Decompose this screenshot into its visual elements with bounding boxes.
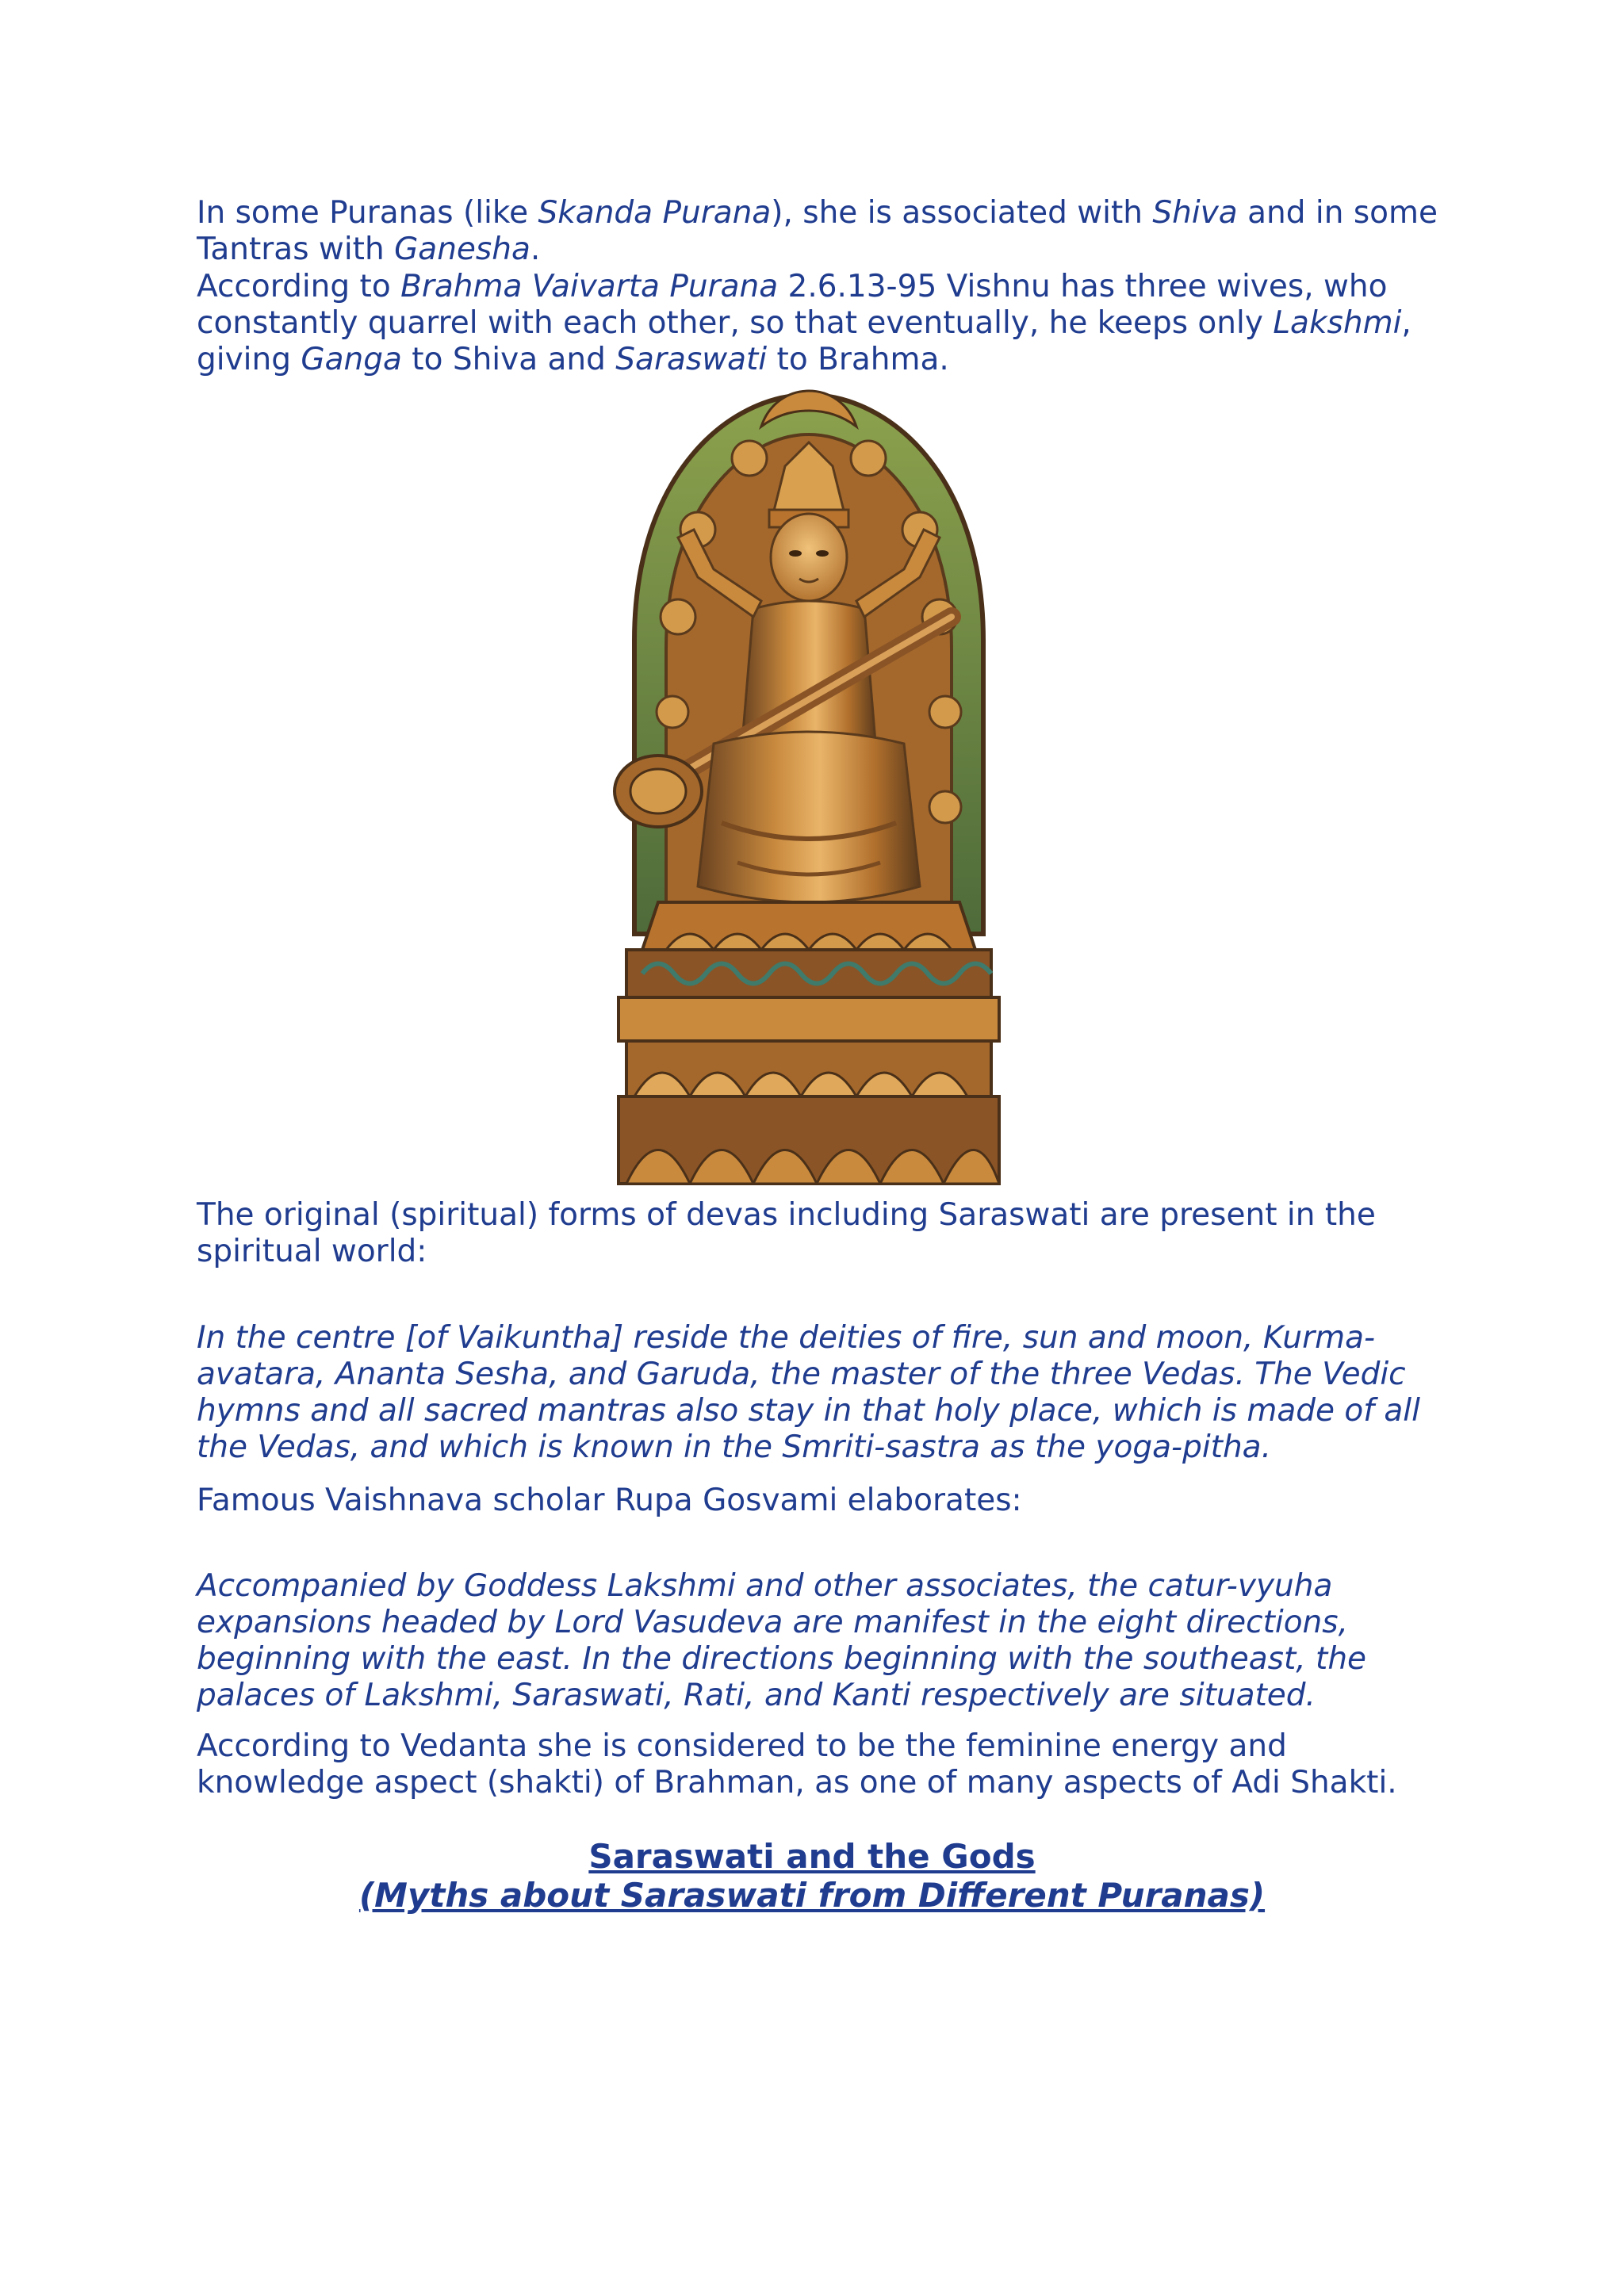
text-line: Accompanied by Goddess Lakshmi and other associates, the catur-vyuha — [197, 1568, 1333, 1604]
text-line: constantly quarrel with each other, so that eventually, he keeps only Lakshmi, — [197, 305, 1411, 341]
text-line: The original (spiritual) forms of devas including Saraswati are present in the — [197, 1197, 1376, 1233]
paragraph-puranas-association — [197, 195, 1438, 268]
text-line: avatara, Ananta Sesha, and Garuda, the master of the three Vedas. The Vedic — [197, 1357, 1406, 1392]
text-line: Famous Vaishnava scholar Rupa Gosvami elaborates: — [197, 1483, 1022, 1518]
section-subtitle: (Myths about Saraswati from Different Puranas) — [358, 1876, 1266, 1915]
text-line: In the centre [of Vaikuntha] reside the deities of fire, sun and moon, Kurma- — [197, 1320, 1376, 1356]
text-line: expansions headed by Lord Vasudeva are manifest in the eight directions, — [197, 1605, 1348, 1640]
text-line: According to Vedanta she is considered to be the feminine energy and — [197, 1728, 1287, 1764]
text-line: In some Puranas (like Skanda Purana), she is associated with Shiva and in some — [197, 195, 1438, 231]
text-line: spiritual world: — [197, 1234, 427, 1269]
paragraph-original-forms — [197, 1197, 1434, 1270]
text-line: Tantras with Ganesha. — [197, 232, 541, 267]
paragraph-brahma-vaivarta — [197, 269, 1434, 378]
text-line: beginning with the east. In the directions beginning with the southeast, the — [197, 1641, 1367, 1677]
section-title: Saraswati and the Gods — [588, 1837, 1036, 1876]
saraswati-statue-image — [603, 379, 1015, 1197]
text-line: the Vedas, and which is known in the Smriti-sastra as the yoga-pitha. — [197, 1429, 1271, 1465]
text-line: palaces of Lakshmi, Saraswati, Rati, and Kanti respectively are situated. — [197, 1678, 1316, 1713]
text-line: knowledge aspect (shakti) of Brahman, as one of many aspects of Adi Shakti. — [197, 1765, 1397, 1800]
text-line: hymns and all sacred mantras also stay in that holy place, which is made of all — [197, 1393, 1420, 1429]
text-line: According to Brahma Vaivarta Purana 2.6.13-95 Vishnu has three wives, who — [197, 269, 1388, 304]
paragraph-rupa-gosvami — [197, 1483, 1434, 1519]
paragraph-vedanta — [197, 1728, 1434, 1801]
quote-catur-vyuha — [197, 1568, 1434, 1714]
quote-vaikuntha — [197, 1320, 1434, 1466]
text-line: giving Ganga to Shiva and Saraswati to Brahma. — [197, 342, 949, 377]
